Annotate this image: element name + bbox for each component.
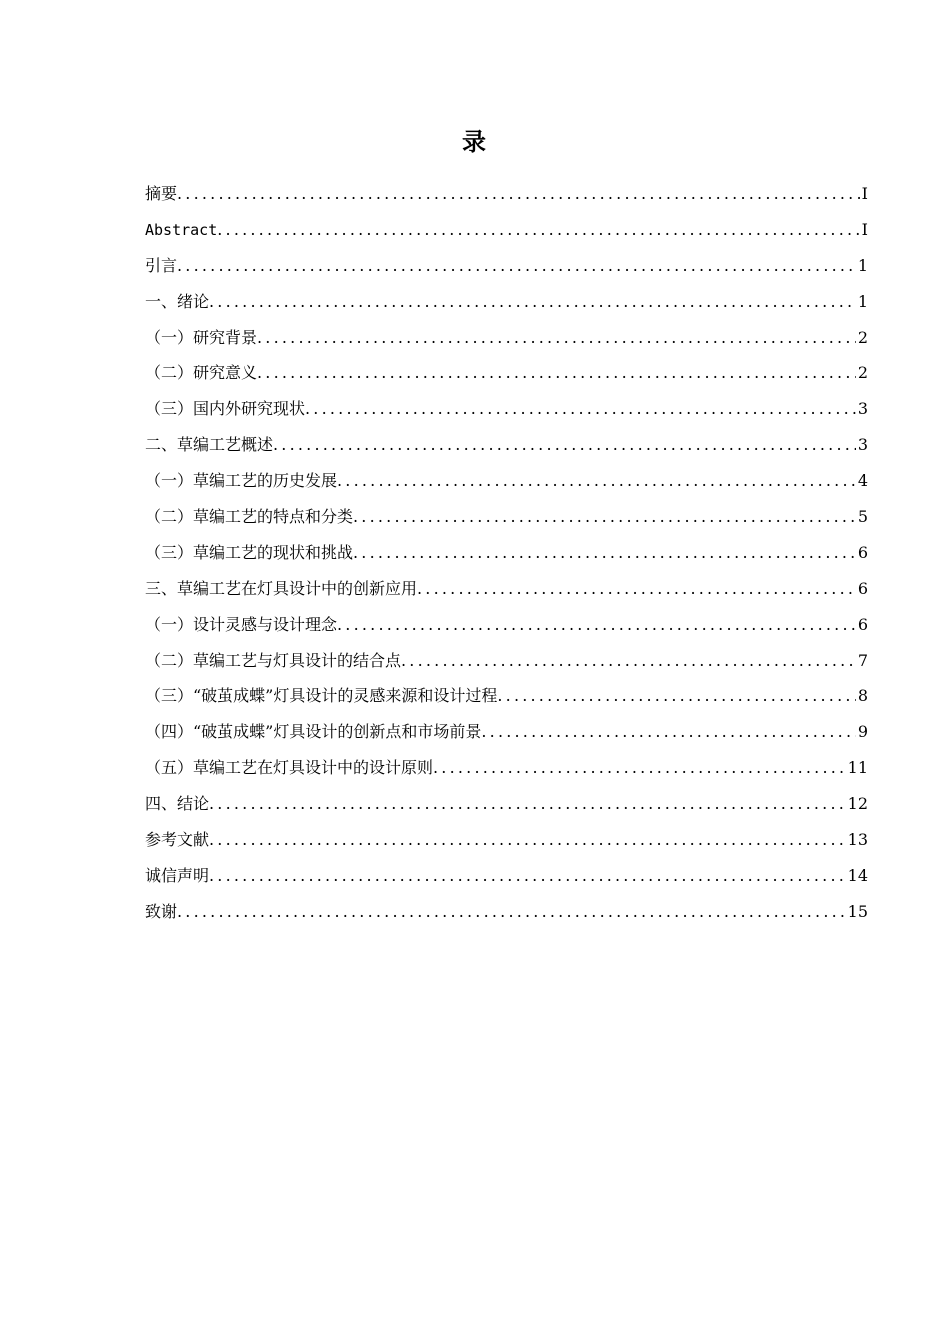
toc-dot-leader xyxy=(177,176,860,212)
toc-dot-leader xyxy=(209,284,856,320)
toc-dot-leader xyxy=(337,607,856,643)
toc-entry-label: 诚信声明 xyxy=(145,865,210,885)
toc-entry-page: I xyxy=(861,184,868,203)
toc-entry-label: （四）“破茧成蝶”灯具设计的创新点和市场前景 xyxy=(145,722,482,742)
toc-entry-chapter-4[interactable] xyxy=(145,786,868,822)
toc-entry-page: 6 xyxy=(857,578,868,598)
toc-entry-references[interactable] xyxy=(145,822,868,858)
toc-entry-page: 1 xyxy=(857,255,868,275)
toc-entry-page: 11 xyxy=(847,758,868,778)
toc-entry-label: （三）国内外研究现状 xyxy=(145,399,306,419)
toc-dot-leader xyxy=(353,535,856,571)
toc-entry-page: I xyxy=(861,219,868,239)
toc-entry-label: （一）设计灵感与设计理念 xyxy=(145,614,338,634)
toc-entry-label: 三、草编工艺在灯具设计中的创新应用 xyxy=(145,578,418,598)
table-of-contents xyxy=(145,176,868,930)
toc-entry-section-2-1[interactable] xyxy=(145,463,868,499)
toc-dot-leader xyxy=(209,786,846,822)
toc-entry-chapter-3[interactable] xyxy=(145,571,868,607)
toc-entry-section-2-3[interactable] xyxy=(145,535,868,571)
toc-dot-leader xyxy=(305,391,856,427)
toc-entry-section-3-3[interactable] xyxy=(145,678,868,714)
toc-entry-section-1-1[interactable] xyxy=(145,320,868,356)
toc-entry-page: 15 xyxy=(847,901,868,921)
toc-entry-page: 3 xyxy=(857,399,868,419)
toc-dot-leader xyxy=(209,822,846,858)
toc-dot-leader xyxy=(217,212,859,248)
toc-entry-label: 四、结论 xyxy=(145,794,210,814)
toc-entry-acknowledgements[interactable] xyxy=(145,894,868,930)
toc-entry-page: 8 xyxy=(857,686,868,706)
toc-entry-section-3-2[interactable] xyxy=(145,643,868,679)
toc-entry-label: （三）草编工艺的现状和挑战 xyxy=(145,542,354,562)
toc-entry-page: 1 xyxy=(857,291,868,311)
toc-entry-integrity-statement[interactable] xyxy=(145,858,868,894)
toc-entry-label: （三）“破茧成蝶”灯具设计的灵感来源和设计过程 xyxy=(145,686,498,706)
toc-entry-label: 参考文献 xyxy=(145,830,210,850)
toc-entry-label: （二）草编工艺与灯具设计的结合点 xyxy=(145,650,402,670)
toc-entry-label: （二）研究意义 xyxy=(145,363,258,383)
toc-dot-leader xyxy=(177,894,846,930)
toc-dot-leader xyxy=(177,248,856,284)
toc-dot-leader xyxy=(353,499,856,535)
toc-entry-label: （二）草编工艺的特点和分类 xyxy=(145,507,354,527)
toc-dot-leader xyxy=(417,571,856,607)
toc-dot-leader xyxy=(433,750,846,786)
toc-entry-section-3-4[interactable] xyxy=(145,714,868,750)
toc-dot-leader xyxy=(401,643,856,679)
toc-entry-label: 引言 xyxy=(145,255,178,275)
toc-dot-leader xyxy=(337,463,856,499)
toc-entry-label: 一、绪论 xyxy=(145,291,210,311)
toc-entry-page: 12 xyxy=(847,794,868,814)
toc-entry-label: （一）草编工艺的历史发展 xyxy=(145,471,338,491)
toc-entry-page: 9 xyxy=(857,722,868,742)
toc-dot-leader xyxy=(257,320,856,356)
toc-dot-leader xyxy=(209,858,846,894)
toc-entry-label: 摘要 xyxy=(145,184,178,203)
toc-entry-section-1-2[interactable] xyxy=(145,355,868,391)
toc-entry-page: 2 xyxy=(857,327,868,347)
toc-entry-page: 14 xyxy=(847,865,868,885)
toc-entry-page: 6 xyxy=(857,614,868,634)
toc-entry-page: 5 xyxy=(857,507,868,527)
toc-entry-label: （五）草编工艺在灯具设计中的设计原则 xyxy=(145,758,434,778)
toc-entry-section-2-2[interactable] xyxy=(145,499,868,535)
toc-entry-label: Abstract xyxy=(145,220,218,239)
toc-entry-chapter-2[interactable] xyxy=(145,427,868,463)
toc-dot-leader xyxy=(497,678,855,714)
toc-entry-page: 4 xyxy=(857,471,868,491)
toc-entry-page: 13 xyxy=(847,830,868,850)
toc-dot-leader xyxy=(481,714,855,750)
toc-entry-section-3-1[interactable] xyxy=(145,607,868,643)
toc-entry-abstract-en[interactable] xyxy=(145,212,868,248)
toc-entry-page: 6 xyxy=(857,542,868,562)
toc-entry-label: 二、草编工艺概述 xyxy=(145,435,274,455)
toc-entry-label: 致谢 xyxy=(145,901,178,921)
toc-entry-section-3-5[interactable] xyxy=(145,750,868,786)
toc-entry-page: 2 xyxy=(857,363,868,383)
toc-entry-label: （一）研究背景 xyxy=(145,327,258,347)
page-title: 录 xyxy=(462,128,488,156)
toc-entry-abstract-cn[interactable] xyxy=(145,176,868,212)
toc-dot-leader xyxy=(273,427,856,463)
toc-dot-leader xyxy=(257,355,856,391)
toc-entry-section-1-3[interactable] xyxy=(145,391,868,427)
toc-entry-introduction[interactable] xyxy=(145,248,868,284)
toc-entry-page: 3 xyxy=(857,435,868,455)
toc-entry-chapter-1[interactable] xyxy=(145,284,868,320)
toc-entry-page: 7 xyxy=(857,650,868,670)
